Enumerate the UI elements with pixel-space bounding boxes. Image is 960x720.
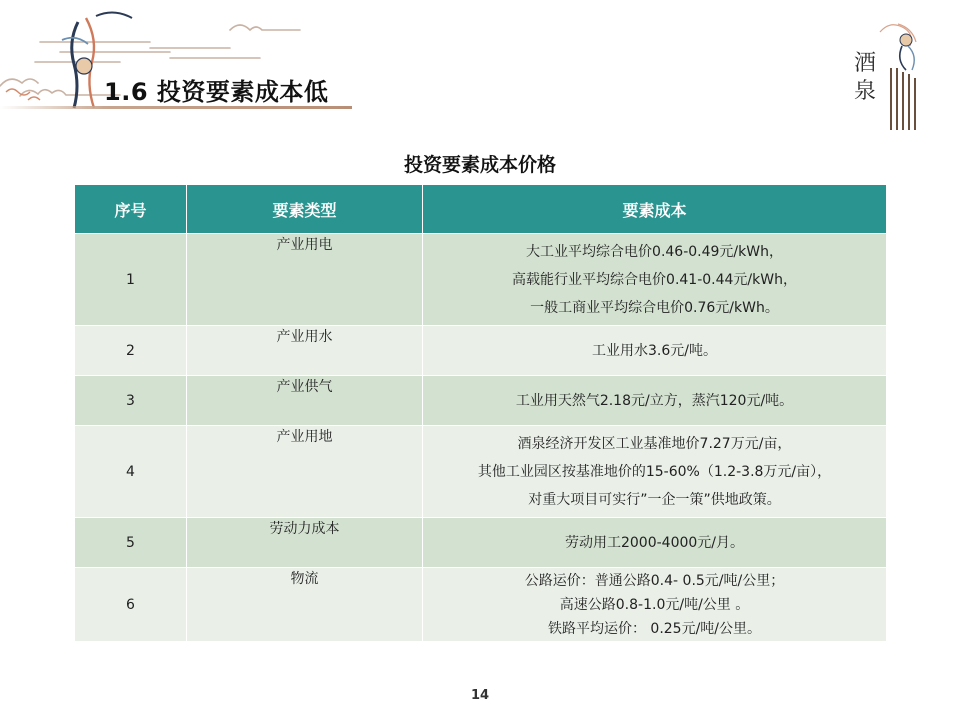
cost-line: 工业用水3.6元/吨。 [592, 342, 717, 359]
header-factor-type: 要素类型 [187, 185, 423, 234]
table-row [75, 234, 887, 326]
decorative-cloud-ornament [0, 0, 360, 130]
row-index: 1 [75, 234, 187, 326]
row-factor-cost [423, 326, 887, 376]
row-factor-type: 产业用水 [187, 326, 423, 376]
cost-line: 对重大项目可实行”一企一策”供地政策。 [528, 491, 781, 508]
table-row [75, 376, 887, 426]
cost-line: 铁路平均运价： 0.25元/吨/公里。 [547, 620, 762, 637]
table-row [75, 326, 887, 376]
table-row [75, 568, 887, 642]
table-title: 投资要素成本价格 [403, 154, 556, 176]
table-row [75, 518, 887, 568]
cost-line: 高载能行业平均综合电价0.41-0.44元/kWh， [512, 271, 797, 288]
cost-line: 酒泉经济开发区工业基准地价7.27万元/亩， [517, 435, 792, 452]
slide-heading: 1.6 投资要素成本低 [104, 78, 329, 106]
cost-line: 大工业平均综合电价0.46-0.49元/kWh， [526, 243, 783, 260]
logo-character-1: 酒 [854, 51, 877, 76]
row-factor-cost [423, 518, 887, 568]
cost-line: 公路运价：普通公路0.4- 0.5元/吨/公里； [524, 572, 785, 589]
row-factor-cost [423, 376, 887, 426]
row-index: 3 [75, 376, 187, 426]
row-index: 4 [75, 426, 187, 518]
row-index: 6 [75, 568, 187, 642]
header-factor-cost: 要素成本 [423, 185, 887, 234]
cost-line: 一般工商业平均综合电价0.76元/kWh。 [530, 299, 779, 316]
table-header-row [75, 185, 887, 234]
row-index: 2 [75, 326, 187, 376]
cost-line: 劳动用工2000-4000元/月。 [564, 534, 745, 551]
page-number: 14 [470, 688, 490, 703]
row-factor-type: 物流 [187, 568, 423, 642]
row-factor-cost [423, 426, 887, 518]
row-factor-type: 产业用电 [187, 234, 423, 326]
cost-line: 高速公路0.8-1.0元/吨/公里 。 [559, 596, 750, 613]
row-factor-cost [423, 234, 887, 326]
row-index: 5 [75, 518, 187, 568]
logo-character-2: 泉 [854, 79, 877, 104]
cost-line: 其他工业园区按基准地价的15-60%（1.2-3.8万元/亩）， [477, 463, 832, 480]
row-factor-type: 产业用地 [187, 426, 423, 518]
cost-line: 工业用天然气2.18元/立方，蒸汽120元/吨。 [515, 392, 794, 409]
row-factor-type: 劳动力成本 [187, 518, 423, 568]
row-factor-cost [423, 568, 887, 642]
cost-table [74, 184, 887, 642]
header-index: 序号 [75, 185, 187, 234]
jiuquan-logo [850, 18, 930, 136]
heading-underline [0, 106, 352, 109]
table-row [75, 426, 887, 518]
row-factor-type: 产业供气 [187, 376, 423, 426]
